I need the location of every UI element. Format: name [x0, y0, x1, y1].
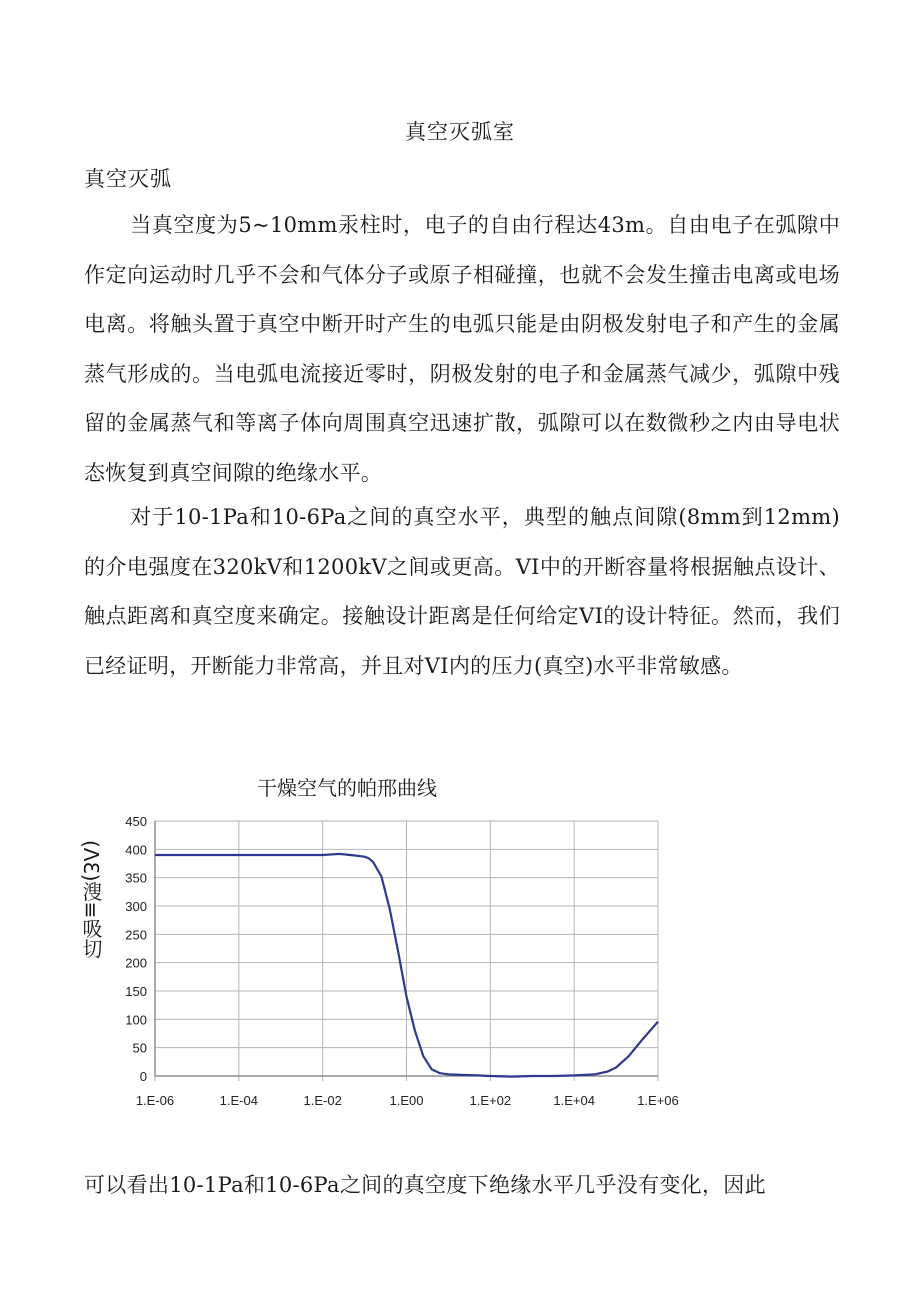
x-tick-label: 1.E00: [389, 1093, 424, 1108]
y-tick-label: 250: [125, 927, 147, 943]
x-tick-label: 1.E+04: [553, 1093, 595, 1108]
section-heading: 真空灭弧: [84, 167, 172, 191]
chart-title: 干燥空气的帕邢曲线: [257, 776, 437, 800]
chart-canvas: [70, 770, 710, 1130]
y-tick-label: 400: [125, 842, 147, 858]
document-title: 真空灭弧室: [405, 120, 515, 144]
x-tick-label: 1.E+06: [637, 1093, 679, 1108]
x-tick-label: 1.E-06: [135, 1093, 175, 1108]
paragraph-dielectric-strength: 对于10-1Pa和10-6Pa之间的真空水平，典型的触点间隙(8mm到12mm)的介电强度在320kV和1200kV之间或更高。VI中的开断容量将根据触点设计、触点距离和真空度来确定。接触设计距离是任何给定VI的设计特征。然而，我们已经证明，开断能力非常高，并且对VI内的压力(真空)水平非常敏感。: [84, 505, 840, 678]
x-tick-label: 1.E-02: [303, 1093, 342, 1108]
chart-y-axis-label: (ɅƐ)溲≡吸切: [79, 840, 103, 959]
y-tick-label: 100: [125, 1012, 147, 1028]
y-tick-label: 350: [125, 870, 147, 886]
x-tick-label: 1.E+02: [469, 1093, 512, 1108]
paschen-curve-chart: [70, 770, 710, 1130]
y-tick-label: 450: [125, 814, 147, 829]
paragraph-vacuum-arc: 当真空度为5~10mm汞柱时，电子的自由行程达43m。自由电子在弧隙中作定向运动时几乎不会和气体分子或原子相碰撞，也就不会发生撞击电离或电场电离。将触头置于真空中断开时产生的电弧只能是由阴极发射电子和产生的金属蒸气形成的。当电弧电流接近零时，阴极发射的电子和金属蒸气减少，弧隙中残留的金属蒸气和等离子体向周围真空迅速扩散，弧隙可以在数微秒之内由导电状态恢复到真空间隙的绝缘水平。: [84, 213, 840, 485]
y-tick-label: 0: [139, 1069, 147, 1084]
y-tick-label: 150: [125, 984, 147, 999]
paragraph-conclusion: 可以看出10-1Pa和10-6Pa之间的真空度下绝缘水平几乎没有变化，因此: [84, 1173, 766, 1197]
y-tick-label: 50: [132, 1040, 147, 1056]
y-tick-label: 200: [125, 955, 147, 971]
y-tick-label: 300: [125, 899, 147, 914]
x-tick-label: 1.E-04: [219, 1093, 258, 1108]
